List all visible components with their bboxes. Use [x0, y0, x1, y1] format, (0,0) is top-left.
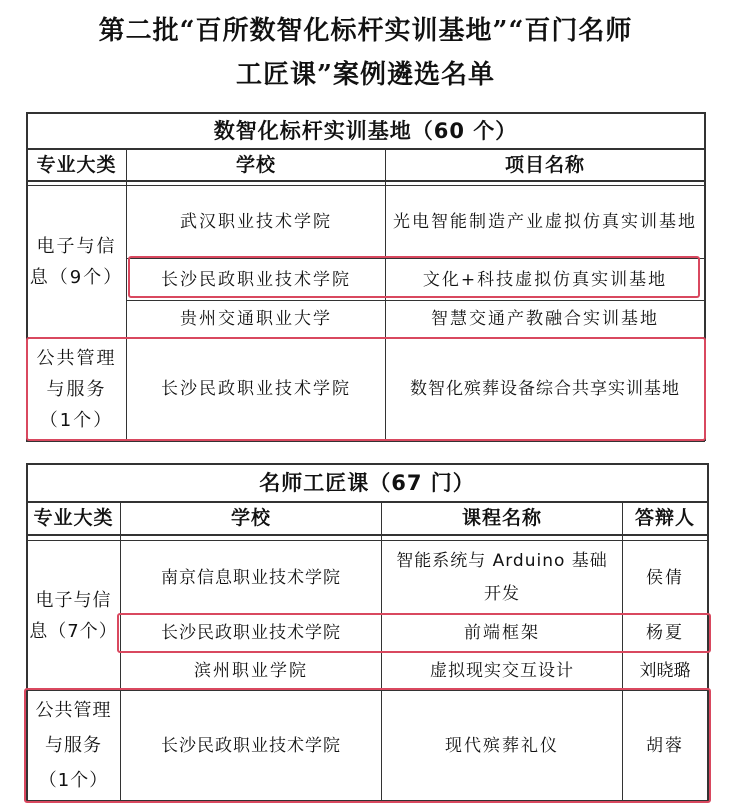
table-row-cell-school: 长沙民政职业技术学院 [161, 379, 351, 399]
table-row-cell-course [382, 541, 622, 614]
table-row-cell-course: 前端框架 [464, 623, 540, 643]
table-row-cell-course: 虚拟现实交互设计 [430, 661, 574, 681]
bases-header-category: 专业大类 [36, 153, 117, 176]
courses-category-electronics [27, 541, 120, 690]
courses-category-public-line-3: （1个） [38, 770, 109, 791]
courses-category-public-line-1: 公共管理 [35, 700, 112, 721]
courses-category-public-line-2: 与服务 [45, 735, 102, 756]
table-row-cell-project: 数智化殡葬设备综合共享实训基地 [410, 379, 680, 399]
table-row-cell-project: 智慧交通产教融合实训基地 [431, 309, 659, 329]
highlight-box [26, 337, 706, 441]
courses-header-course: 课程名称 [461, 507, 542, 529]
document-title-line-2: 工匠课”案例遴选名单 [236, 60, 495, 90]
table-row-cell-presenter: 杨夏 [646, 623, 684, 643]
document-title-line-1: 第二批“百所数智化标杆实训基地”“百门名师 [98, 16, 633, 46]
highlight-box [117, 613, 711, 653]
bases-category-electronics [27, 186, 126, 337]
table-row-cell-project: 文化+科技虚拟仿真实训基地 [422, 269, 668, 290]
courses-header-school: 学校 [230, 507, 271, 529]
highlight-box [128, 256, 700, 298]
table-row-cell-presenter: 侯倩 [646, 567, 684, 588]
table-row-cell-school: 南京信息职业技术学院 [161, 567, 341, 588]
bases-category-public-line-3: （1个） [39, 409, 114, 431]
courses-section-title: 名师工匠课（67 门） [259, 470, 475, 495]
bases-header-school: 学校 [235, 153, 276, 176]
course-name-line-2: 开发 [484, 583, 520, 604]
courses-header-presenter: 答辩人 [634, 507, 695, 529]
table-row-cell-school: 长沙民政职业技术学院 [161, 269, 351, 290]
table-row-cell-school: 长沙民政职业技术学院 [161, 735, 341, 756]
highlight-box [24, 688, 711, 803]
table-row-cell-project: 光电智能制造产业虚拟仿真实训基地 [393, 212, 697, 232]
table-row-cell-course: 现代殡葬礼仪 [445, 735, 559, 756]
table-row-cell-school: 长沙民政职业技术学院 [161, 623, 341, 643]
table-row-cell-presenter: 刘晓璐 [639, 661, 691, 681]
courses-category-electronics-line-2: 息（7个） [29, 620, 118, 642]
bases-category-public-line-1: 公共管理 [36, 347, 117, 369]
bases-header-project: 项目名称 [504, 153, 585, 176]
table-row-cell-school: 滨州职业学院 [194, 661, 308, 681]
table-row-cell-school: 贵州交通职业大学 [180, 309, 332, 329]
courses-header-category: 专业大类 [33, 507, 114, 529]
table-row-cell-presenter: 胡蓉 [646, 735, 684, 756]
table-row-cell-school: 武汉职业技术学院 [180, 212, 332, 232]
bases-section-title: 数智化标杆实训基地（60 个） [213, 118, 518, 143]
courses-category-electronics-line-1: 电子与信 [35, 589, 112, 611]
course-name-line-1: 智能系统与 Arduino 基础 [396, 550, 608, 571]
bases-category-electronics-line-2: 息（9个） [29, 266, 124, 288]
bases-category-public-line-2: 与服务 [46, 378, 107, 400]
bases-category-electronics-line-1: 电子与信 [36, 235, 117, 257]
